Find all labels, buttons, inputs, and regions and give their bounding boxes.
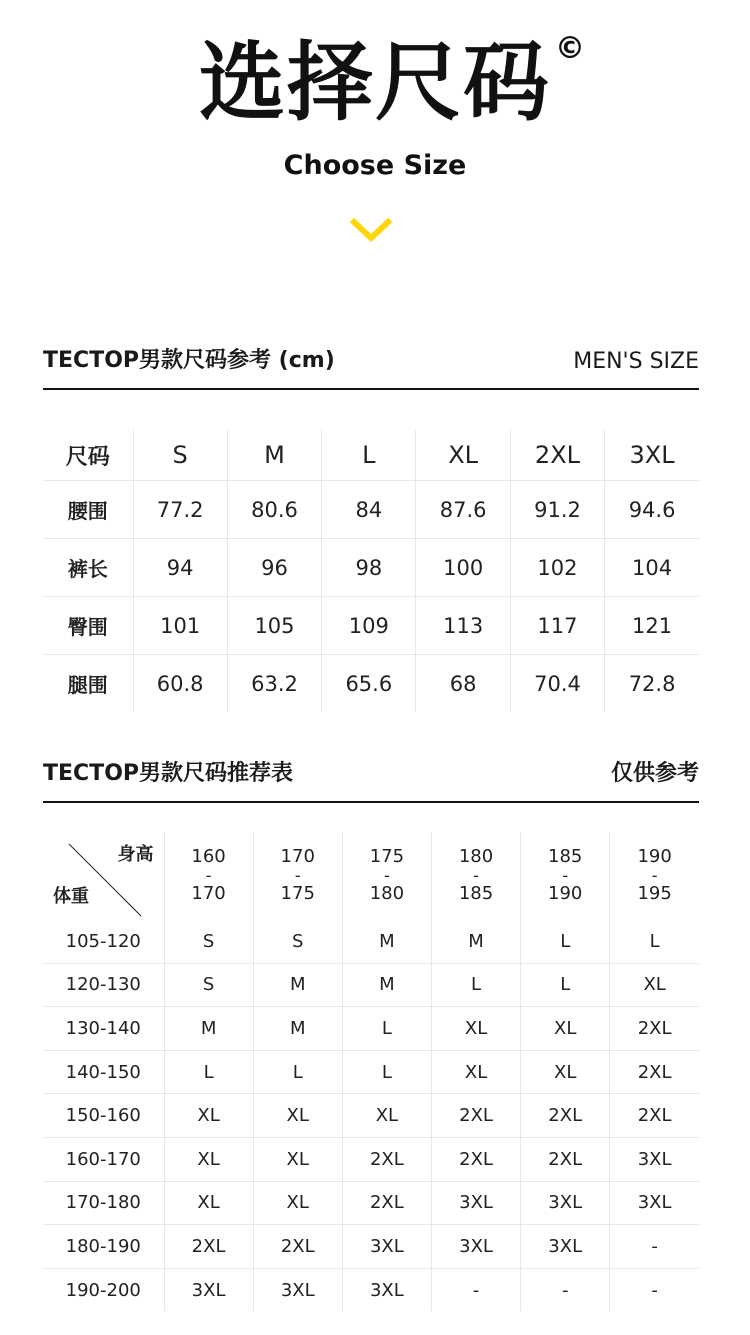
table-cell: 60.8 [133,655,227,713]
recommended-size-cell: - [521,1268,610,1311]
table-cell: 109 [322,597,416,655]
recommended-size-cell: L [164,1050,253,1094]
weight-range-cell: 105-120 [65,930,141,952]
height-header-row [43,832,699,920]
recommended-size-cell: M [342,963,431,1007]
row-label: 臀围 [43,597,133,655]
recommended-size-cell: 2XL [610,1050,699,1094]
height-header-cell [164,832,253,920]
copyright-mark: © [555,31,587,66]
table-cell: 104 [605,539,699,597]
height-to: 195 [637,883,672,905]
recommended-size-cell: L [342,1050,431,1094]
table-row [43,1225,699,1269]
recommended-size-cell: S [164,963,253,1007]
height-to: 175 [280,883,315,905]
size-header-cell: 2XL [510,430,604,481]
recommended-size-cell: L [521,963,610,1007]
table-row [43,963,699,1007]
recommended-size-cell: 3XL [253,1268,342,1311]
size-header-cell: M [227,430,321,481]
weight-range-cell: 120-130 [43,963,164,1007]
table-cell: 102 [510,539,604,597]
size-chart-right-label: MEN'S SIZE [573,349,699,374]
table-cell: 117 [510,597,604,655]
size-header-label: 尺码 [65,444,110,470]
recommended-size-cell: L [342,1007,431,1051]
size-header-cell: XL [416,430,510,481]
recommended-size-cell: XL [253,1181,342,1225]
recommended-size-cell: XL [610,963,699,1007]
table-row [43,539,699,597]
recommended-size-cell: 2XL [164,1225,253,1269]
page-subtitle: Choose Size [283,150,467,181]
recommended-size-cell: 2XL [342,1181,431,1225]
recommend-chart-title: TECTOP男款尺码推荐表 [43,761,294,786]
recommended-size-cell: 3XL [431,1225,520,1269]
row-label: 腰围 [43,481,133,539]
height-header-cell [521,832,610,920]
table-cell: 94.6 [605,481,699,539]
table-cell: 70.4 [510,655,604,713]
weight-range-cell: 160-170 [43,1137,164,1181]
size-header-cell: L [322,430,416,481]
height-to: 185 [458,883,494,905]
row-label: 腿围 [43,655,133,713]
recommended-size-cell: XL [431,1007,520,1051]
height-from: 180 [458,846,494,868]
recommended-size-cell: XL [342,1094,431,1138]
height-header-cell [342,832,431,920]
recommended-size-cell: XL [164,1137,253,1181]
table-cell: 84 [322,481,416,539]
size-header-cell: 3XL [605,430,699,481]
recommended-size-cell: 2XL [610,1094,699,1138]
table-cell: 87.6 [416,481,510,539]
recommended-size-cell: 3XL [342,1268,431,1311]
recommended-size-cell: L [610,920,699,963]
height-from: 170 [280,846,315,868]
height-from: 160 [191,846,226,868]
table-row [43,1137,699,1181]
height-header-cell [431,832,520,920]
weight-range-cell: 190-200 [43,1268,164,1311]
table-row [43,655,699,713]
table-cell: 113 [416,597,510,655]
table-row [43,1094,699,1138]
table-row [43,481,699,539]
recommended-size-cell: 2XL [342,1137,431,1181]
recommended-size-cell: 2XL [431,1137,520,1181]
size-chart-header [43,344,699,390]
height-to: 190 [548,883,583,905]
recommended-size-cell: 2XL [253,1225,342,1269]
table-cell: 77.2 [133,481,227,539]
title-area [0,31,750,133]
size-header-cell: S [133,430,227,481]
recommended-size-cell: M [164,1007,253,1051]
recommendation-rows [43,920,699,1311]
recommended-size-cell: M [342,920,431,963]
table-cell: 68 [416,655,510,713]
table-cell: 94 [133,539,227,597]
recommended-size-cell: 3XL [610,1137,699,1181]
weight-label: 体重 [53,885,89,907]
size-header-row [43,430,699,481]
table-cell: 100 [416,539,510,597]
height-header-cell [253,832,342,920]
recommended-size-cell: L [431,963,520,1007]
recommended-size-cell: XL [253,1137,342,1181]
recommended-size-cell: M [431,920,520,963]
recommended-size-cell: 2XL [610,1007,699,1051]
height-label: 身高 [117,844,154,865]
recommended-size-cell: - [431,1268,520,1311]
recommended-size-cell: 2XL [521,1094,610,1138]
recommend-chart-header [43,757,699,803]
table-row [43,920,699,963]
table-cell: 63.2 [227,655,321,713]
table-cell: 101 [133,597,227,655]
height-sep: - [384,865,390,885]
table-cell: 65.6 [322,655,416,713]
recommended-size-cell: XL [431,1050,520,1094]
size-recommendation-table [43,832,699,1311]
recommended-size-cell: XL [164,1094,253,1138]
height-sep: - [651,865,658,885]
recommended-size-cell: XL [253,1094,342,1138]
recommended-size-cell: M [253,1007,342,1051]
height-sep: - [562,865,569,885]
recommended-size-cell: 3XL [521,1181,610,1225]
height-from: 185 [548,846,583,868]
recommended-size-cell: - [610,1268,699,1311]
table-row [43,597,699,655]
recommended-size-cell: L [253,1050,342,1094]
table-cell: 96 [227,539,321,597]
height-header-cell [610,832,699,920]
recommended-size-cell: 2XL [431,1094,520,1138]
diagonal-header-cell [43,832,164,920]
table-cell: 91.2 [510,481,604,539]
recommended-size-cell: 2XL [521,1137,610,1181]
recommended-size-cell: L [521,920,610,963]
page-title: 选择尺码 © [199,31,587,133]
chevron-down-icon [350,216,392,244]
table-row [43,1181,699,1225]
height-from: 175 [369,846,405,868]
weight-range-cell: 180-190 [43,1225,164,1269]
recommended-size-cell: 3XL [431,1181,520,1225]
table-row [43,1050,699,1094]
recommend-chart-right-label: 仅供参考 [610,761,699,786]
weight-range-cell: 150-160 [43,1094,164,1138]
weight-range-cell: 140-150 [43,1050,164,1094]
row-label: 裤长 [43,539,133,597]
table-cell: 105 [227,597,321,655]
recommended-size-cell: XL [164,1181,253,1225]
height-sep: - [205,865,212,885]
recommended-size-cell: S [164,920,253,963]
recommended-size-cell: XL [521,1007,610,1051]
recommended-size-cell: M [253,963,342,1007]
recommended-size-cell: 3XL [610,1181,699,1225]
table-row [43,1007,699,1051]
weight-range-cell: 170-180 [43,1181,164,1225]
height-to: 180 [369,883,405,905]
table-cell: 98 [322,539,416,597]
height-sep: - [294,865,301,885]
height-to: 170 [191,883,226,905]
recommended-size-cell: 3XL [164,1268,253,1311]
recommended-size-cell: S [253,920,342,963]
recommended-size-cell: 3XL [342,1225,431,1269]
height-from: 190 [637,846,672,868]
recommended-size-cell: - [610,1225,699,1269]
table-cell: 121 [605,597,699,655]
weight-range-cell: 130-140 [43,1007,164,1051]
table-row [43,1268,699,1311]
size-chart-title: TECTOP男款尺码参考 (cm) [43,348,335,373]
table-cell: 72.8 [605,655,699,713]
size-reference-table [43,430,699,712]
recommended-size-cell: XL [521,1050,610,1094]
recommended-size-cell: 3XL [521,1225,610,1269]
height-sep: - [473,865,479,885]
table-cell: 80.6 [227,481,321,539]
